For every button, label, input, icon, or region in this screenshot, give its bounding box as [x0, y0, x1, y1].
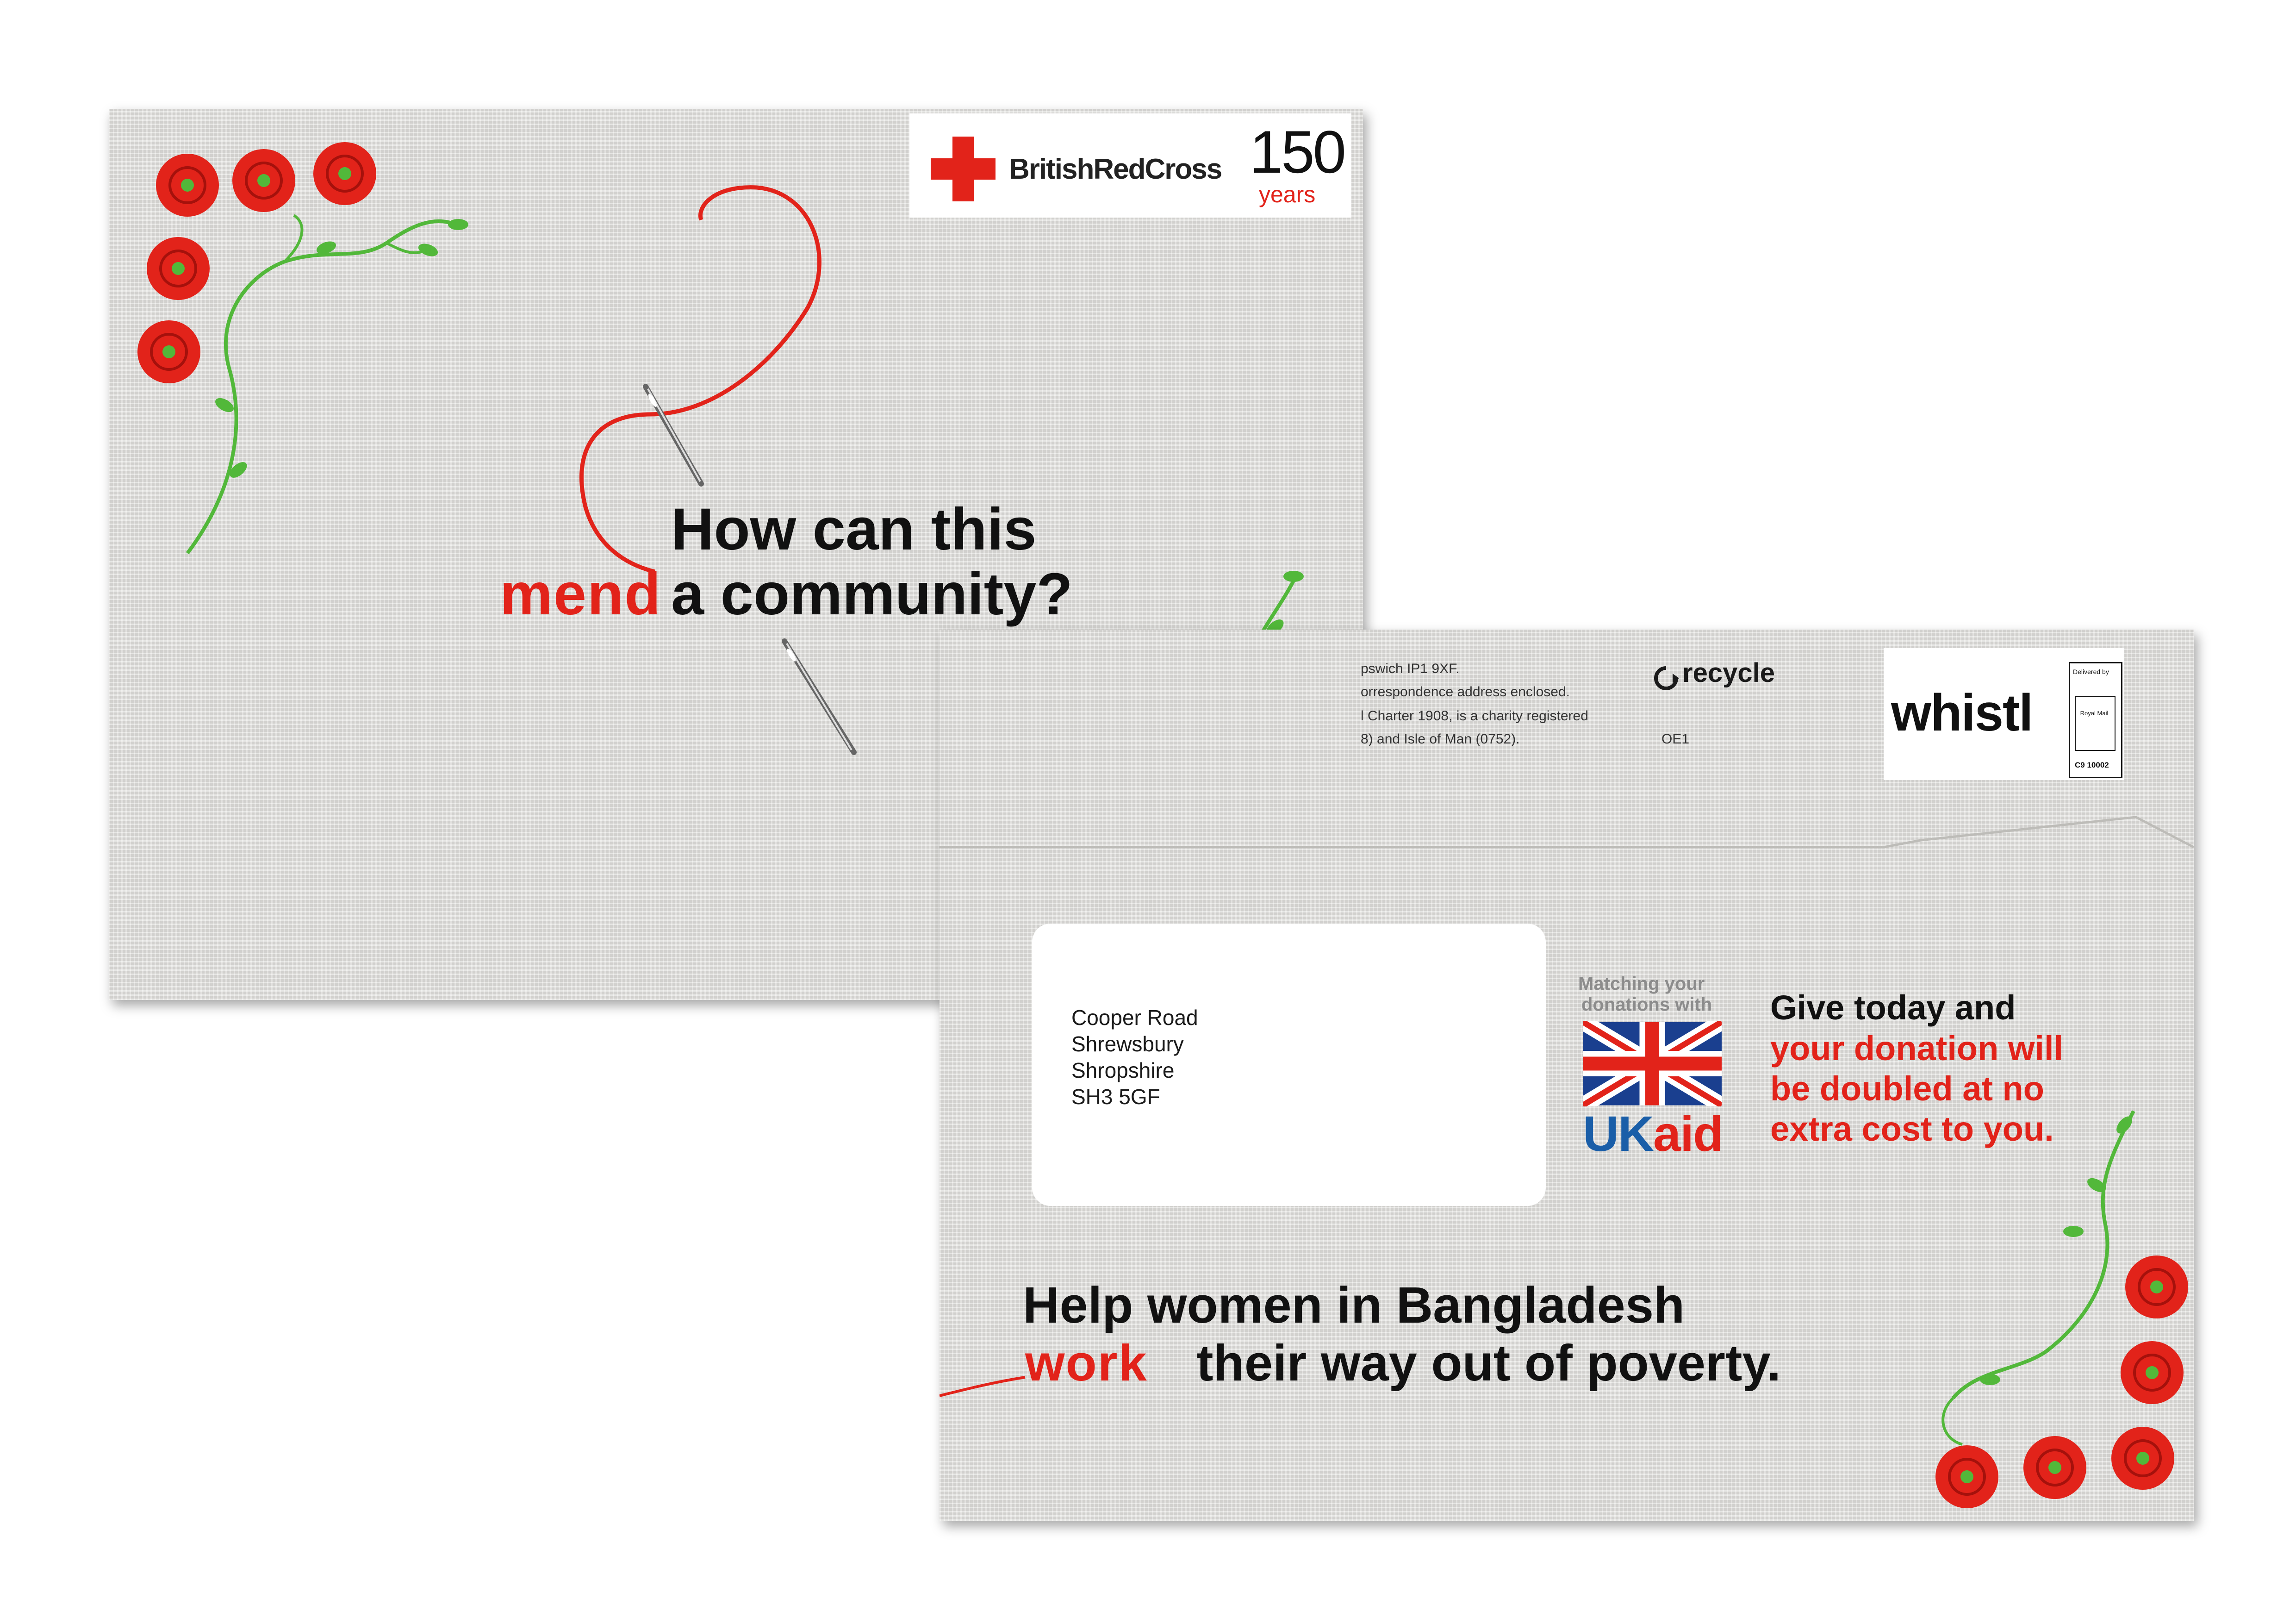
recycle-label: recycle: [1682, 658, 1775, 688]
address-line: SH3 5GF: [1071, 1085, 1160, 1109]
give-line2: your donation will: [1770, 1029, 2064, 1068]
logo-anniversary-number: 150: [1250, 118, 1344, 186]
logo-anniversary-unit: years: [1259, 181, 1316, 207]
royal-mail-mark: [2069, 662, 2122, 778]
envelope-back: [940, 630, 2194, 1521]
recycle-icon: [1652, 664, 1680, 692]
back-headline-line1: Help women in Bangladesh: [1023, 1277, 1685, 1334]
charity-statement-line2: 8) and Isle of Man (0752).: [1361, 731, 1520, 747]
give-line3: be doubled at no: [1770, 1069, 2044, 1108]
front-headline-line2: a community?: [671, 561, 1073, 627]
ukaid-logo: [1583, 1106, 1723, 1162]
postage-indicia: [1884, 648, 2124, 780]
ukaid-logo-aid: aid: [1653, 1106, 1723, 1162]
red-cross-icon: [931, 137, 996, 201]
return-address-line1: pswich IP1 9XF.: [1361, 661, 1460, 676]
logo-brand-name: BritishRedCross: [1009, 153, 1222, 185]
royal-mail-label: Royal Mail: [2080, 710, 2109, 717]
back-headline-accent-word: work: [1025, 1335, 1148, 1392]
union-flag-icon: [1583, 1021, 1722, 1106]
licence-code: C9 10002: [2075, 761, 2109, 769]
matching-label-line1: Matching your: [1578, 974, 1705, 994]
charity-statement-line1: l Charter 1908, is a charity registered: [1361, 708, 1588, 724]
royal-mail-crown-icon: [2075, 696, 2116, 751]
delivered-by-label: Delivered by: [2073, 668, 2109, 675]
recycle-code: OE1: [1661, 731, 1690, 747]
matching-label-line2: donations with: [1581, 994, 1712, 1015]
whistl-logo: whistl: [1891, 684, 2033, 742]
give-line1: Give today and: [1770, 988, 2016, 1027]
address-line: Cooper Road: [1071, 1006, 1198, 1030]
front-headline-accent-word: mend: [500, 561, 662, 627]
british-red-cross-logo: [909, 113, 1351, 218]
ukaid-logo-uk: UK: [1583, 1106, 1653, 1162]
front-headline-line1: How can this: [671, 496, 1037, 562]
give-line4: extra cost to you.: [1770, 1110, 2054, 1148]
return-address-line2: orrespondence address enclosed.: [1361, 684, 1570, 700]
address-line: Shropshire: [1071, 1058, 1175, 1082]
back-headline-line2: their way out of poverty.: [1196, 1335, 1781, 1392]
address-line: Shrewsbury: [1071, 1032, 1184, 1056]
